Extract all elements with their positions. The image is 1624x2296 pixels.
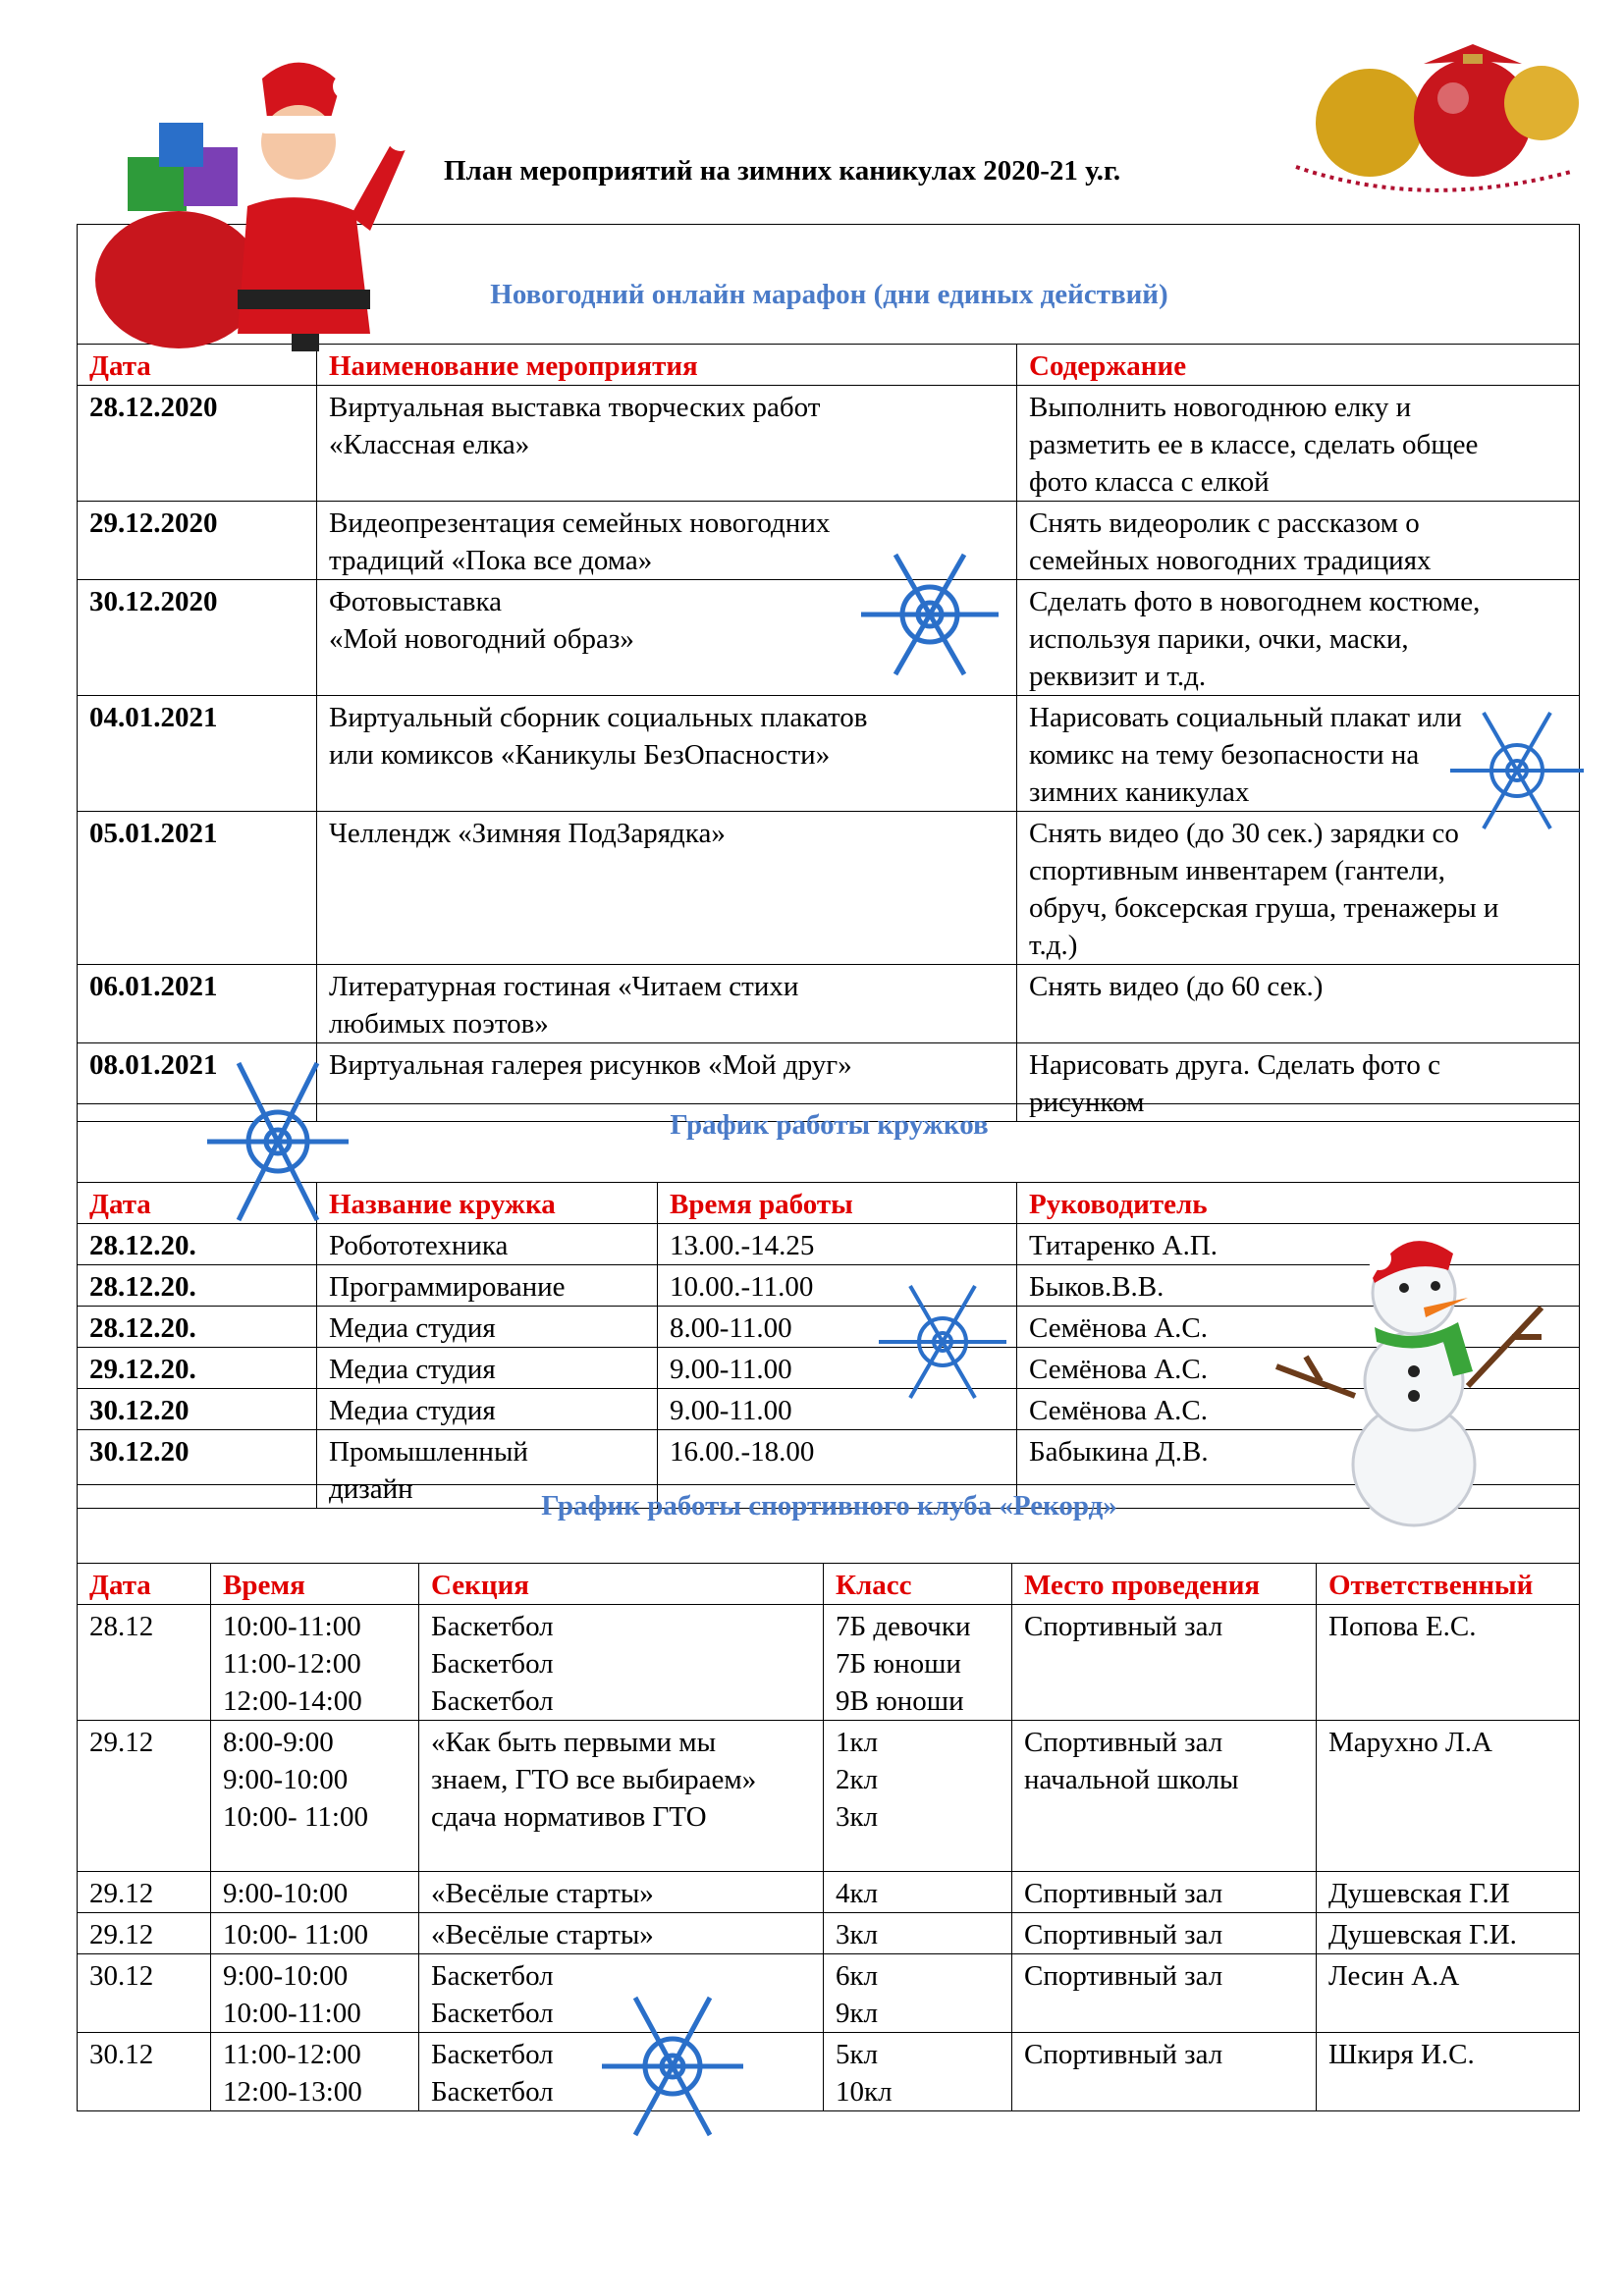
- sport-section-line: Баскетбол: [431, 2039, 554, 2070]
- sport-section-line: «Как быть первыми мы: [431, 1727, 717, 1758]
- club-name: [317, 1348, 658, 1389]
- club-name-line: дизайн: [329, 1473, 413, 1505]
- snowflake-icon: [846, 542, 1013, 687]
- club-leader: Семёнова А.С.: [1017, 1348, 1580, 1389]
- sport-time-line: 11:00-12:00: [223, 2039, 361, 2070]
- event-name-line: Виртуальная выставка творческих работ: [329, 392, 821, 423]
- table-row: [78, 1605, 1580, 1721]
- marathon-table: [77, 224, 1580, 1123]
- sport-place-line: Спортивный зал: [1024, 2039, 1223, 2070]
- header-time: Время: [211, 1564, 419, 1605]
- sport-time-line: 10:00- 11:00: [223, 1801, 368, 1833]
- event-content-line: Сделать фото в новогоднем костюме,: [1029, 586, 1481, 617]
- sport-time-line: 10:00-11:00: [223, 1998, 361, 2029]
- event-date: 04.01.2021: [78, 696, 317, 812]
- table-row: [78, 580, 1580, 696]
- club-name-line: Промышленный: [329, 1436, 528, 1468]
- event-date: 29.12.2020: [78, 502, 317, 580]
- event-date: 05.01.2021: [78, 812, 317, 965]
- event-name: [317, 386, 1017, 502]
- sport-section-line: знаем, ГТО все выбираем»: [431, 1764, 757, 1795]
- header-class: Класс: [824, 1564, 1012, 1605]
- sport-class: [824, 1605, 1012, 1721]
- header-date: Дата: [78, 345, 317, 386]
- table-row: [78, 1954, 1580, 2033]
- sport-place: [1012, 1913, 1317, 1954]
- sport-responsible: Лесин А.А: [1317, 1954, 1580, 2033]
- sport-class-line: 2кл: [836, 1764, 879, 1795]
- sport-responsible: Душевская Г.И.: [1317, 1913, 1580, 1954]
- event-date: 30.12.2020: [78, 580, 317, 696]
- event-content: [1017, 502, 1580, 580]
- sport-time-line: 10:00-11:00: [223, 1611, 361, 1642]
- sport-section-line: «Весёлые старты»: [431, 1878, 654, 1909]
- club-date: 30.12.20: [78, 1389, 317, 1430]
- event-name-line: любимых поэтов»: [329, 1008, 549, 1040]
- table-row: [78, 696, 1580, 812]
- event-content-line: используя парики, очки, маски,: [1029, 623, 1409, 655]
- event-date: 28.12.2020: [78, 386, 317, 502]
- club-name: [317, 1224, 658, 1265]
- sport-date: 29.12: [78, 1913, 211, 1954]
- sport-section: [419, 1872, 824, 1913]
- club-date: 28.12.20.: [78, 1265, 317, 1307]
- sport-class-line: 5кл: [836, 2039, 879, 2070]
- sport-time-line: 9:00-10:00: [223, 1878, 349, 1909]
- event-content-line: т.д.): [1029, 930, 1078, 961]
- header-event-name: Наименование мероприятия: [317, 345, 1017, 386]
- sport-responsible: Попова Е.С.: [1317, 1605, 1580, 1721]
- sport-place: [1012, 1721, 1317, 1872]
- club-time: 13.00.-14.25: [658, 1224, 1017, 1265]
- sport-place: [1012, 1954, 1317, 2033]
- event-content-line: Нарисовать социальный плакат или: [1029, 702, 1462, 733]
- sport-place-line: Спортивный зал: [1024, 1727, 1223, 1758]
- snowflake-icon: [199, 1048, 356, 1235]
- club-time: 9.00-11.00: [658, 1348, 1017, 1389]
- event-content: [1017, 386, 1580, 502]
- sport-time-line: 9:00-10:00: [223, 1764, 349, 1795]
- event-content-line: Снять видеоролик с рассказом о: [1029, 507, 1420, 539]
- sport-place: [1012, 2033, 1317, 2111]
- sport-class-line: 3кл: [836, 1801, 879, 1833]
- event-name-line: или комиксов «Каникулы БезОпасности»: [329, 739, 831, 771]
- sport-time-line: 12:00-14:00: [223, 1685, 362, 1717]
- sport-section-line: «Весёлые старты»: [431, 1919, 654, 1950]
- event-date: 06.01.2021: [78, 965, 317, 1043]
- sport-class-line: 4кл: [836, 1878, 879, 1909]
- sport-time: [211, 1721, 419, 1872]
- sport-time-line: 9:00-10:00: [223, 1960, 349, 1992]
- sport-responsible: Душевская Г.И: [1317, 1872, 1580, 1913]
- sport-place-line: Спортивный зал: [1024, 1611, 1223, 1642]
- club-time: 10.00.-11.00: [658, 1265, 1017, 1307]
- event-content-line: семейных новогодних традициях: [1029, 545, 1432, 576]
- sport-time-line: 8:00-9:00: [223, 1727, 334, 1758]
- club-name: [317, 1265, 658, 1307]
- snowflake-icon: [869, 1268, 1016, 1415]
- event-content-line: комикс на тему безопасности на: [1029, 739, 1420, 771]
- snowflake-icon: [594, 1983, 751, 2150]
- club-leader: Бабыкина Д.В.: [1017, 1430, 1580, 1509]
- header-place: Место проведения: [1012, 1564, 1317, 1605]
- sport-class-line: 1кл: [836, 1727, 879, 1758]
- sport-club-table: [77, 1484, 1580, 2111]
- header-work-time: Время работы: [658, 1183, 1017, 1224]
- sport-class-line: 7Б девочки: [836, 1611, 971, 1642]
- club-leader: Титаренко А.П.: [1017, 1224, 1580, 1265]
- sport-section-line: Баскетбол: [431, 1998, 554, 2029]
- event-content: [1017, 580, 1580, 696]
- club-time: 16.00.-18.00: [658, 1430, 1017, 1509]
- section-title-marathon: Новогодний онлайн марафон (дни единых действий): [78, 225, 1580, 345]
- sport-responsible: Шкиря И.С.: [1317, 2033, 1580, 2111]
- event-name-line: Виртуальная галерея рисунков «Мой друг»: [329, 1049, 852, 1081]
- club-date: 29.12.20.: [78, 1348, 317, 1389]
- sport-section-line: Баскетбол: [431, 2076, 554, 2108]
- club-name-line: Программирование: [329, 1271, 566, 1303]
- sport-time-line: 11:00-12:00: [223, 1648, 361, 1680]
- table-row: [78, 812, 1580, 965]
- event-content-line: обруч, боксерская груша, тренажеры и: [1029, 892, 1499, 924]
- club-leader: Быков.В.В.: [1017, 1265, 1580, 1307]
- sport-class: [824, 2033, 1012, 2111]
- club-name-line: Робототехника: [329, 1230, 509, 1261]
- sport-place-line: Спортивный зал: [1024, 1960, 1223, 1992]
- santa-claus-icon: [90, 39, 414, 353]
- sport-class: [824, 1954, 1012, 2033]
- event-name: [317, 696, 1017, 812]
- table-row: [78, 2033, 1580, 2111]
- sport-date: 28.12: [78, 1605, 211, 1721]
- table-row: [78, 965, 1580, 1043]
- club-name: [317, 1389, 658, 1430]
- sport-time: [211, 1605, 419, 1721]
- table-row: [78, 502, 1580, 580]
- table-row: [78, 1872, 1580, 1913]
- event-content-line: Выполнить новогоднюю елку и: [1029, 392, 1412, 423]
- event-name-line: Видеопрезентация семейных новогодних: [329, 507, 831, 539]
- sport-class: [824, 1913, 1012, 1954]
- header-section: Секция: [419, 1564, 824, 1605]
- table-row: [78, 1913, 1580, 1954]
- club-leader: Семёнова А.С.: [1017, 1389, 1580, 1430]
- event-name-line: «Мой новогодний образ»: [329, 623, 634, 655]
- sport-section-line: Баскетбол: [431, 1960, 554, 1992]
- event-name-line: Виртуальный сборник социальных плакатов: [329, 702, 868, 733]
- header-responsible: Ответственный: [1317, 1564, 1580, 1605]
- sport-time: [211, 1913, 419, 1954]
- event-content-line: Снять видео (до 60 сек.): [1029, 971, 1324, 1002]
- page-title: План мероприятий на зимних каникулах 2020-21 у.г.: [444, 155, 1121, 187]
- event-content-line: Снять видео (до 30 сек.) зарядки со: [1029, 818, 1459, 849]
- sport-place: [1012, 1872, 1317, 1913]
- sport-date: 30.12: [78, 2033, 211, 2111]
- club-time: 8.00-11.00: [658, 1307, 1017, 1348]
- sport-date: 29.12: [78, 1721, 211, 1872]
- event-content-line: фото класса с елкой: [1029, 466, 1270, 498]
- section-title-clubs: График работы кружков: [78, 1104, 1580, 1183]
- table-row: [78, 1721, 1580, 1872]
- event-name-line: «Классная елка»: [329, 429, 530, 460]
- event-name-line: Литературная гостиная «Читаем стихи: [329, 971, 799, 1002]
- sport-date: 30.12: [78, 1954, 211, 2033]
- event-content-line: разметить ее в классе, сделать общее: [1029, 429, 1479, 460]
- sport-section-line: Баскетбол: [431, 1685, 554, 1717]
- header-date: Дата: [78, 1564, 211, 1605]
- sport-place-line: Спортивный зал: [1024, 1919, 1223, 1950]
- sport-class-line: 10кл: [836, 2076, 893, 2108]
- table-row: [78, 386, 1580, 502]
- sport-place-line: начальной школы: [1024, 1764, 1239, 1795]
- snowflake-icon: [1438, 697, 1596, 844]
- sport-class-line: 9В юноши: [836, 1685, 964, 1717]
- section-title-sport-club: График работы спортивного клуба «Рекорд»: [78, 1485, 1580, 1564]
- event-content-line: рисунком: [1029, 1087, 1145, 1118]
- sport-section-line: сдача нормативов ГТО: [431, 1801, 707, 1833]
- event-content-line: реквизит и т.д.: [1029, 661, 1207, 692]
- club-date: 28.12.20.: [78, 1307, 317, 1348]
- club-leader: Семёнова А.С.: [1017, 1307, 1580, 1348]
- event-name: [317, 812, 1017, 965]
- sport-time-line: 12:00-13:00: [223, 2076, 362, 2108]
- sport-class-line: 9кл: [836, 1998, 879, 2029]
- event-content-line: спортивным инвентарем (гантели,: [1029, 855, 1446, 886]
- sport-time: [211, 1954, 419, 2033]
- club-time: 9.00-11.00: [658, 1389, 1017, 1430]
- club-name-line: Медиа студия: [329, 1354, 496, 1385]
- event-content: [1017, 965, 1580, 1043]
- sport-place: [1012, 1605, 1317, 1721]
- header-date: Дата: [78, 1183, 317, 1224]
- club-name-line: Медиа студия: [329, 1395, 496, 1426]
- club-name: [317, 1307, 658, 1348]
- club-date: 28.12.20.: [78, 1224, 317, 1265]
- sport-place-line: Спортивный зал: [1024, 1878, 1223, 1909]
- header-content: Содержание: [1017, 345, 1580, 386]
- sport-section-line: Баскетбол: [431, 1648, 554, 1680]
- sport-class-line: 6кл: [836, 1960, 879, 1992]
- sport-section: [419, 1605, 824, 1721]
- header-club-name: Название кружка: [317, 1183, 658, 1224]
- header-leader: Руководитель: [1017, 1183, 1580, 1224]
- snowman-icon: [1267, 1200, 1561, 1528]
- sport-time: [211, 1872, 419, 1913]
- sport-section: [419, 1721, 824, 1872]
- event-date: 08.01.2021: [78, 1043, 317, 1122]
- event-name-line: традиций «Пока все дома»: [329, 545, 653, 576]
- sport-class-line: 7Б юноши: [836, 1648, 961, 1680]
- sport-date: 29.12: [78, 1872, 211, 1913]
- sport-time-line: 10:00- 11:00: [223, 1919, 368, 1950]
- event-content-line: зимних каникулах: [1029, 776, 1250, 808]
- sport-class: [824, 1721, 1012, 1872]
- sport-responsible: Марухно Л.А: [1317, 1721, 1580, 1872]
- sport-section-line: Баскетбол: [431, 1611, 554, 1642]
- christmas-ornaments-icon: [1276, 39, 1581, 201]
- sport-class-line: 3кл: [836, 1919, 879, 1950]
- event-name-line: Челлендж «Зимняя ПодЗарядка»: [329, 818, 726, 849]
- sport-time: [211, 2033, 419, 2111]
- event-name-line: Фотовыставка: [329, 586, 502, 617]
- club-date: 30.12.20: [78, 1430, 317, 1509]
- sport-section: [419, 1913, 824, 1954]
- club-name-line: Медиа студия: [329, 1312, 496, 1344]
- event-content-line: Нарисовать друга. Сделать фото с: [1029, 1049, 1440, 1081]
- sport-class: [824, 1872, 1012, 1913]
- event-name: [317, 965, 1017, 1043]
